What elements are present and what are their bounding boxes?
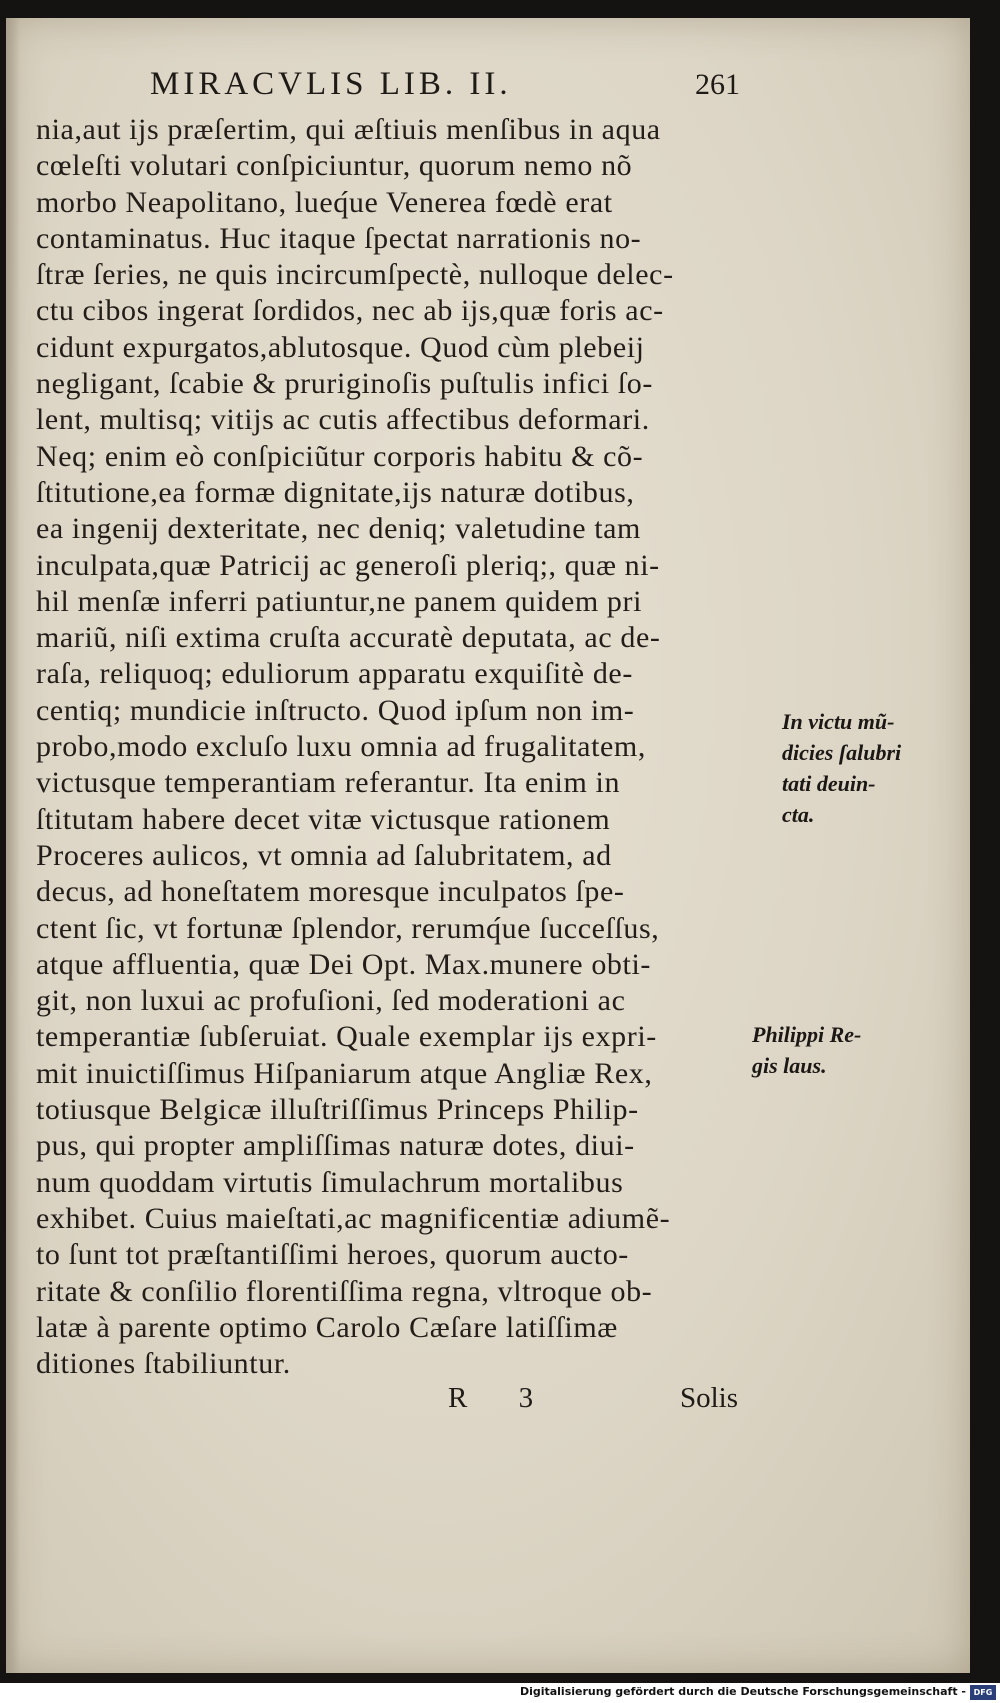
marginal-note-line: gis laus. (752, 1053, 827, 1078)
text-line: git, non luxui ac profuſioni, ſed moderationi ac (36, 984, 626, 1018)
text-line: latæ à parente optimo Carolo Cæſare latiſſimæ (36, 1310, 618, 1344)
text-line: lent, multisq; vitijs ac cutis affectibus deformari. (36, 403, 650, 437)
text-line: decus, ad honeſtatem moresque inculpatos ſpe- (36, 875, 625, 909)
marginal-note-line: In victu mũ- (782, 709, 895, 734)
marginal-note-line: dicies ſalubri (782, 740, 902, 765)
text-line: exhibet. Cuius maieſtati,ac magnificentiæ adiumẽ- (36, 1201, 671, 1235)
marginal-note-line: tati deuin- (782, 771, 876, 796)
marginal-note-hygiene (782, 706, 901, 830)
text-line: negligant, ſcabie & pruriginoſis puſtulis infici ſo- (36, 367, 653, 401)
text-line: num quoddam virtutis ſimulachrum mortalibus (36, 1165, 624, 1199)
text-line: ctu cibos ingerat ſordidos, nec ab ijs,quæ foris ac- (36, 294, 664, 328)
text-line: morbo Neapolitano, lueq́ue Venerea fœdè erat (36, 185, 613, 219)
text-line: ditiones ſtabiliuntur. (36, 1347, 291, 1381)
text-line: cidunt expurgatos,ablutosque. Quod cùm plebeij (36, 330, 645, 364)
page-footer (0, 1382, 1000, 1422)
page-header (150, 66, 740, 110)
text-line: Neq; enim eò conſpiciũtur corporis habitu & cõ- (36, 439, 644, 473)
funding-credit: Digitalisierung gefördert durch die Deutsche Forschungsgemeinschaft - (519, 1685, 966, 1698)
text-line: probo,modo excluſo luxu omnia ad frugalitatem, (36, 730, 646, 764)
text-line: pus, qui propter ampliſſimas naturæ dotes, diui- (36, 1129, 635, 1163)
text-line: ctent ſic, vt fortunæ ſplendor, rerumq́ue ſucceſſus, (36, 911, 660, 945)
text-line: ea ingenij dexteritate, nec deniq; valetudine tam (36, 512, 641, 546)
text-line: Proceres aulicos, vt omnia ad ſalubritatem, ad (36, 838, 612, 872)
text-line: nia,aut ijs præſertim, qui æſtiuis menſibus in aqua (36, 113, 661, 146)
marginal-note-line: Philippi Re- (752, 1022, 862, 1047)
credit-bar (0, 1683, 1000, 1703)
dfg-logo: DFG (970, 1685, 996, 1700)
text-line: cœleſti volutari conſpiciuntur, quorum nemo nõ (36, 149, 633, 183)
text-line: raſa, reliquoq; eduliorum apparatu exquiſitè de- (36, 657, 633, 691)
text-line: ſtræ ſeries, ne quis incircumſpectè, nulloque delec- (36, 258, 674, 292)
text-line: victusque temperantiam referantur. Ita enim in (36, 766, 621, 800)
text-line: ritate & conſilio florentiſſima regna, vltroque ob- (36, 1274, 653, 1308)
text-line: inculpata,quæ Patricij ac generoſi pleriq;, quæ ni- (36, 548, 660, 582)
text-line: centiq; mundicie inſtructo. Quod ipſum non im- (36, 693, 635, 727)
marginal-note-line: cta. (782, 802, 815, 827)
text-line: ſtitutione,ea formæ dignitate,ijs naturæ dotibus, (36, 475, 635, 509)
text-line: to ſunt tot præſtantiſſimi heroes, quorum aucto- (36, 1238, 629, 1272)
running-title: MIRACVLIS LIB. II. (150, 66, 512, 102)
body-text (36, 112, 756, 1382)
text-line: temperantiæ ſubſeruiat. Quale exemplar ijs expri- (36, 1020, 657, 1054)
text-line: hil menſæ inferri patiuntur,ne panem quidem pri (36, 584, 643, 618)
page-number: 261 (695, 68, 740, 101)
text-line: atque affluentia, quæ Dei Opt. Max.munere obti- (36, 947, 651, 981)
text-line: ſtitutam habere decet vitæ victusque rationem (36, 802, 611, 836)
text-line: totiusque Belgicæ illuſtriſſimus Princeps Philip- (36, 1093, 639, 1127)
text-line: mit inuictiſſimus Hiſpaniarum atque Angliæ Rex, (36, 1056, 653, 1090)
signature-mark: R 3 (448, 1382, 556, 1414)
catchword: Solis (680, 1382, 739, 1414)
page-gutter-shadow (6, 18, 20, 1673)
marginal-note-philip (752, 1019, 861, 1081)
text-line: mariũ, niſi extima cruſta accuratè deputata, ac de- (36, 621, 661, 655)
text-line: contaminatus. Huc itaque ſpectat narrationis no- (36, 221, 642, 255)
